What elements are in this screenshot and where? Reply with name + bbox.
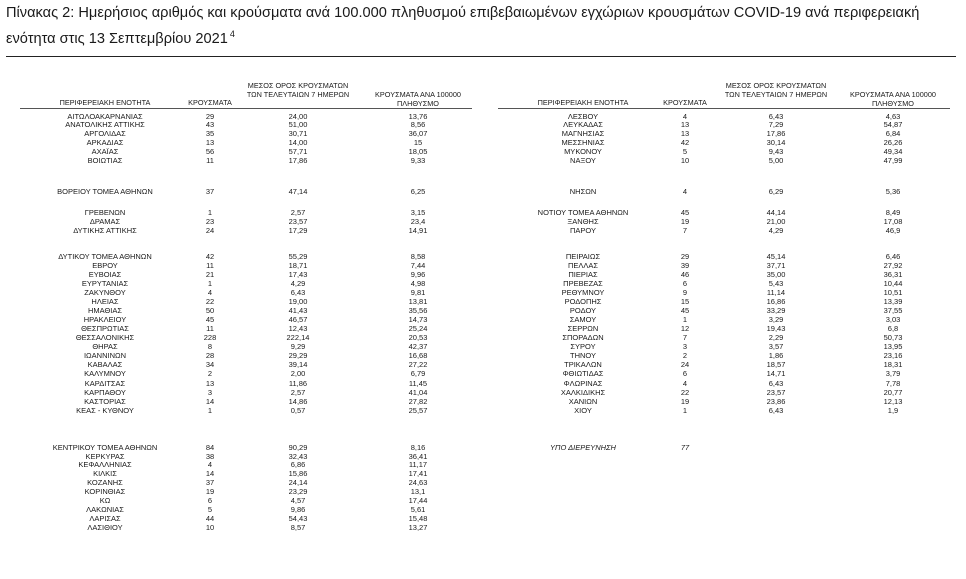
caption-text: Πίνακας 2: Ημερήσιος αριθμός και κρούσματα ανά 100.000 πληθυσμού επιβεβαιωμένων εγχώριων κρουσμάτων COVID-19 ανά περιφερειακή ενότητα στις 13 Σεπτεμβρίου 2021	[6, 5, 920, 47]
cell-per100k: 13,76	[408, 112, 428, 121]
cell-cases: 84	[205, 443, 215, 452]
cell-avg7: 29,29	[288, 351, 308, 360]
cell-per100k: 3,03	[885, 315, 901, 324]
cell-cases: 11	[206, 324, 214, 333]
left-header-avg7: ΜΕΣΟΣ ΟΡΟΣ ΚΡΟΥΣΜΑΤΩΝ ΤΩΝ ΤΕΛΕΥΤΑΙΩΝ 7 ΗΜΕΡΩΝ	[246, 81, 350, 99]
cell-cases: 50	[205, 306, 215, 315]
cell-unit: ΣΕΡΡΩΝ	[567, 324, 599, 333]
cell-per100k: 9,81	[410, 288, 426, 297]
cell-cases: 42	[205, 252, 215, 261]
cell-per100k: 11,45	[408, 379, 428, 388]
cell-per100k: 3,79	[885, 369, 901, 378]
cell-cases: 42	[680, 138, 690, 147]
cell-unit: ΛΑΣΙΘΙΟΥ	[87, 523, 123, 532]
cell-cases: 5	[207, 505, 213, 514]
cell-avg7: 2,57	[290, 388, 306, 397]
cell-per100k: 41,04	[408, 388, 428, 397]
cell-unit: ΛΑΡΙΣΑΣ	[89, 514, 121, 523]
cell-unit: ΔΥΤΙΚΟΥ ΤΟΜΕΑ ΑΘΗΝΩΝ	[58, 252, 152, 261]
left-header-rule	[20, 108, 472, 109]
cell-avg7: 2,57	[290, 208, 306, 217]
left-header-cases: ΚΡΟΥΣΜΑΤΑ	[188, 98, 232, 107]
cell-per100k: 46,9	[885, 226, 901, 235]
cell-per100k: 49,34	[883, 147, 903, 156]
cell-avg7: 9,86	[290, 505, 306, 514]
cell-unit: ΕΥΡΥΤΑΝΙΑΣ	[81, 279, 129, 288]
cell-avg7: 1,86	[768, 351, 784, 360]
cell-unit: ΚΕΡΚΥΡΑΣ	[85, 452, 125, 461]
cell-cases: 35	[205, 129, 215, 138]
cell-avg7: 17,29	[288, 226, 308, 235]
cell-per100k: 5,61	[410, 505, 426, 514]
cell-unit: ΚΕΑΣ - ΚΥΘΝΟΥ	[76, 406, 134, 415]
cell-per100k: 8,56	[410, 120, 426, 129]
cell-avg7: 6,43	[768, 112, 784, 121]
cell-cases: 77	[680, 443, 690, 452]
cell-cases: 56	[205, 147, 215, 156]
cell-cases: 24	[205, 226, 215, 235]
cell-cases: 1	[207, 279, 213, 288]
cell-avg7: 14,71	[766, 369, 786, 378]
cell-cases: 228	[203, 333, 217, 342]
cell-unit: ΕΒΡΟΥ	[92, 261, 118, 270]
right-header-cases: ΚΡΟΥΣΜΑΤΑ	[663, 98, 707, 107]
cell-per100k: 50,73	[883, 333, 903, 342]
cell-per100k: 17,41	[408, 469, 428, 478]
cell-cases: 22	[680, 388, 690, 397]
cell-cases: 28	[205, 351, 215, 360]
left-header-unit: ΠΕΡΙΦΕΡΕΙΑΚΗ ΕΝΟΤΗΤΑ	[59, 98, 151, 107]
cell-cases: 11	[206, 261, 214, 270]
cell-cases: 14	[205, 397, 215, 406]
cell-per100k: 10,51	[883, 288, 903, 297]
cell-unit: ΔΡΑΜΑΣ	[89, 217, 121, 226]
cell-per100k: 17,44	[408, 496, 428, 505]
cell-avg7: 18,57	[766, 360, 786, 369]
cell-unit: ΛΑΚΩΝΙΑΣ	[86, 505, 124, 514]
cell-unit: ΑΝΑΤΟΛΙΚΗΣ ΑΤΤΙΚΗΣ	[65, 120, 145, 129]
cell-unit: ΣΑΜΟΥ	[569, 315, 597, 324]
cell-cases: 37	[205, 478, 215, 487]
cell-unit: ΚΙΛΚΙΣ	[93, 469, 117, 478]
cell-cases: 24	[680, 360, 690, 369]
cell-per100k: 14,91	[408, 226, 428, 235]
cell-per100k: 36,41	[408, 452, 428, 461]
cell-cases: 6	[207, 496, 213, 505]
cell-cases: 44	[205, 514, 215, 523]
cell-unit: ΕΥΒΟΙΑΣ	[88, 270, 122, 279]
cell-avg7: 14,00	[288, 138, 308, 147]
cell-avg7: 24,14	[288, 478, 308, 487]
cell-unit: ΥΠΟ ΔΙΕΡΕΥΝΗΣΗ	[550, 443, 616, 452]
cell-avg7: 17,86	[766, 129, 786, 138]
cell-per100k: 15,48	[408, 514, 428, 523]
cell-avg7: 7,29	[768, 120, 784, 129]
cell-avg7: 30,14	[766, 138, 786, 147]
cell-unit: ΧΑΛΚΙΔΙΚΗΣ	[560, 388, 606, 397]
right-header-avg7: ΜΕΣΟΣ ΟΡΟΣ ΚΡΟΥΣΜΑΤΩΝ ΤΩΝ ΤΕΛΕΥΤΑΙΩΝ 7 ΗΜΕΡΩΝ	[724, 81, 828, 99]
cell-unit: ΣΠΟΡΑΔΩΝ	[562, 333, 604, 342]
cell-avg7: 23,86	[766, 397, 786, 406]
cell-cases: 1	[207, 208, 213, 217]
cell-per100k: 11,17	[408, 460, 428, 469]
cell-cases: 3	[207, 388, 213, 397]
cell-unit: ΚΟΖΑΝΗΣ	[87, 478, 123, 487]
cell-avg7: 23,29	[288, 487, 308, 496]
cell-per100k: 27,92	[883, 261, 903, 270]
cell-cases: 3	[682, 342, 688, 351]
cell-avg7: 24,00	[288, 112, 308, 121]
cell-per100k: 13,39	[883, 297, 903, 306]
cell-avg7: 4,57	[290, 496, 306, 505]
cell-avg7: 18,71	[288, 261, 308, 270]
cell-cases: 12	[680, 324, 690, 333]
cell-unit: ΚΑΣΤΟΡΙΑΣ	[84, 397, 126, 406]
cell-avg7: 35,00	[766, 270, 786, 279]
cell-per100k: 37,55	[883, 306, 903, 315]
cell-unit: ΓΡΕΒΕΝΩΝ	[84, 208, 126, 217]
cell-per100k: 23,16	[883, 351, 903, 360]
cell-avg7: 32,43	[288, 452, 308, 461]
cell-cases: 39	[680, 261, 690, 270]
cell-unit: ΚΑΡΔΙΤΣΑΣ	[84, 379, 126, 388]
cell-unit: ΦΘΙΩΤΙΔΑΣ	[562, 369, 604, 378]
cell-unit: ΒΟΙΩΤΙΑΣ	[87, 156, 123, 165]
cell-cases: 19	[680, 217, 690, 226]
cell-avg7: 8,57	[290, 523, 306, 532]
cell-per100k: 13,81	[408, 297, 428, 306]
cell-cases: 4	[207, 288, 213, 297]
cell-per100k: 27,22	[408, 360, 428, 369]
cell-avg7: 23,57	[288, 217, 308, 226]
cell-cases: 29	[680, 252, 690, 261]
cell-unit: ΘΗΡΑΣ	[92, 342, 118, 351]
cell-cases: 13	[680, 129, 690, 138]
cell-unit: ΠΕΙΡΑΙΩΣ	[565, 252, 601, 261]
cell-unit: ΗΜΑΘΙΑΣ	[87, 306, 123, 315]
cell-unit: ΑΡΓΟΛΙΔΑΣ	[84, 129, 126, 138]
cell-avg7: 12,43	[288, 324, 308, 333]
cell-avg7: 19,43	[766, 324, 786, 333]
cell-per100k: 6,8	[887, 324, 899, 333]
cell-unit: ΑΧΑΪΑΣ	[91, 147, 119, 156]
cell-cases: 6	[682, 279, 688, 288]
cell-unit: ΚΕΦΑΛΛΗΝΙΑΣ	[78, 460, 132, 469]
cell-avg7: 0,57	[290, 406, 306, 415]
cell-avg7: 33,29	[766, 306, 786, 315]
cell-per100k: 13,27	[408, 523, 428, 532]
cell-cases: 19	[680, 397, 690, 406]
cell-avg7: 4,29	[290, 279, 306, 288]
cell-unit: ΡΟΔΟΥ	[569, 306, 597, 315]
cell-avg7: 45,14	[766, 252, 786, 261]
cell-per100k: 26,26	[883, 138, 903, 147]
cell-avg7: 11,86	[288, 379, 308, 388]
cell-avg7: 57,71	[288, 147, 308, 156]
cell-unit: ΜΥΚΟΝΟΥ	[564, 147, 602, 156]
cell-cases: 46	[680, 270, 690, 279]
cell-unit: ΗΛΕΙΑΣ	[91, 297, 119, 306]
caption-footnote-marker: 4	[229, 29, 235, 39]
cell-per100k: 42,37	[408, 342, 428, 351]
cell-avg7: 39,14	[288, 360, 308, 369]
cell-cases: 21	[205, 270, 215, 279]
cell-avg7: 6,43	[768, 379, 784, 388]
cell-unit: ΑΡΚΑΔΙΑΣ	[86, 138, 124, 147]
cell-cases: 11	[206, 156, 214, 165]
cell-avg7: 55,29	[288, 252, 308, 261]
cell-cases: 4	[682, 187, 688, 196]
cell-avg7: 6,43	[768, 406, 784, 415]
cell-unit: ΠΕΛΛΑΣ	[567, 261, 599, 270]
cell-cases: 13	[205, 138, 215, 147]
cell-avg7: 5,00	[768, 156, 784, 165]
cell-cases: 6	[682, 369, 688, 378]
cell-cases: 10	[205, 523, 215, 532]
cell-unit: ΔΥΤΙΚΗΣ ΑΤΤΙΚΗΣ	[73, 226, 137, 235]
cell-unit: ΚΟΡΙΝΘΙΑΣ	[84, 487, 126, 496]
cell-per100k: 27,82	[408, 397, 428, 406]
cell-per100k: 13,95	[883, 342, 903, 351]
cell-avg7: 51,00	[288, 120, 308, 129]
cell-per100k: 1,9	[887, 406, 899, 415]
cell-per100k: 9,33	[410, 156, 426, 165]
cell-per100k: 4,63	[885, 112, 901, 121]
cell-per100k: 8,49	[885, 208, 901, 217]
cell-avg7: 222,14	[286, 333, 310, 342]
cell-per100k: 17,08	[883, 217, 903, 226]
cell-unit: ΠΑΡΟΥ	[569, 226, 596, 235]
cell-per100k: 54,87	[883, 120, 903, 129]
cell-unit: ΠΡΕΒΕΖΑΣ	[563, 279, 603, 288]
cell-per100k: 3,15	[410, 208, 426, 217]
cell-per100k: 13,1	[410, 487, 426, 496]
cell-unit: ΝΗΣΩΝ	[569, 187, 597, 196]
cell-cases: 7	[682, 333, 688, 342]
cell-per100k: 7,78	[885, 379, 901, 388]
cell-cases: 37	[205, 187, 215, 196]
cell-cases: 5	[682, 147, 688, 156]
cell-avg7: 6,86	[290, 460, 306, 469]
cell-cases: 1	[207, 406, 213, 415]
cell-unit: ΛΕΣΒΟΥ	[567, 112, 599, 121]
cell-avg7: 9,43	[768, 147, 784, 156]
cell-avg7: 5,43	[768, 279, 784, 288]
cell-unit: ΧΑΝΙΩΝ	[568, 397, 598, 406]
cell-per100k: 47,99	[883, 156, 903, 165]
cell-per100k: 6,25	[410, 187, 426, 196]
cell-avg7: 46,57	[288, 315, 308, 324]
cell-per100k: 16,68	[408, 351, 428, 360]
cell-unit: ΚΩ	[99, 496, 111, 505]
cell-avg7: 4,29	[768, 226, 784, 235]
cell-cases: 45	[680, 306, 690, 315]
cell-avg7: 11,14	[766, 288, 786, 297]
cell-avg7: 23,57	[766, 388, 786, 397]
cell-cases: 22	[205, 297, 215, 306]
cell-cases: 10	[680, 156, 690, 165]
cell-avg7: 30,71	[288, 129, 308, 138]
cell-per100k: 23,4	[410, 217, 426, 226]
cell-unit: ΖΑΚΥΝΘΟΥ	[84, 288, 126, 297]
cell-avg7: 2,00	[290, 369, 306, 378]
cell-unit: ΣΥΡΟΥ	[570, 342, 596, 351]
cell-per100k: 12,13	[883, 397, 903, 406]
cell-unit: ΚΕΝΤΡΙΚΟΥ ΤΟΜΕΑ ΑΘΗΝΩΝ	[52, 443, 158, 452]
right-header-unit: ΠΕΡΙΦΕΡΕΙΑΚΗ ΕΝΟΤΗΤΑ	[537, 98, 629, 107]
cell-per100k: 9,96	[410, 270, 426, 279]
cell-unit: ΤΡΙΚΑΛΩΝ	[564, 360, 602, 369]
cell-avg7: 6,29	[768, 187, 784, 196]
cell-unit: ΦΛΩΡΙΝΑΣ	[563, 379, 603, 388]
cell-cases: 23	[205, 217, 215, 226]
cell-unit: ΜΕΣΣΗΝΙΑΣ	[561, 138, 605, 147]
cell-avg7: 90,29	[288, 443, 308, 452]
cell-per100k: 20,53	[408, 333, 428, 342]
right-header-rule	[498, 108, 950, 109]
cell-unit: ΤΗΝΟΥ	[569, 351, 596, 360]
cell-cases: 4	[682, 379, 688, 388]
cell-cases: 15	[680, 297, 690, 306]
cell-unit: ΚΑΡΠΑΘΟΥ	[84, 388, 126, 397]
cell-unit: ΚΑΛΥΜΝΟΥ	[84, 369, 126, 378]
cell-cases: 9	[682, 288, 688, 297]
cell-avg7: 21,00	[766, 217, 786, 226]
cell-per100k: 18,31	[883, 360, 903, 369]
cell-unit: ΡΟΔΟΠΗΣ	[564, 297, 602, 306]
cell-cases: 1	[682, 406, 688, 415]
cell-avg7: 44,14	[766, 208, 786, 217]
cell-cases: 45	[680, 208, 690, 217]
cell-cases: 2	[682, 351, 688, 360]
cell-unit: ΞΑΝΘΗΣ	[567, 217, 599, 226]
cell-cases: 4	[682, 112, 688, 121]
cell-per100k: 6,84	[885, 129, 901, 138]
cell-unit: ΝΑΞΟΥ	[570, 156, 596, 165]
cell-cases: 38	[205, 452, 215, 461]
cell-per100k: 25,24	[408, 324, 428, 333]
cell-per100k: 25,57	[408, 406, 428, 415]
caption-rule	[6, 56, 956, 57]
cell-cases: 14	[205, 469, 215, 478]
cell-per100k: 24,63	[408, 478, 428, 487]
cell-per100k: 35,56	[408, 306, 428, 315]
cell-cases: 4	[207, 460, 213, 469]
cell-avg7: 9,29	[290, 342, 306, 351]
cell-avg7: 3,29	[768, 315, 784, 324]
cell-per100k: 10,44	[883, 279, 903, 288]
cell-avg7: 14,86	[288, 397, 308, 406]
cell-unit: ΑΙΤΩΛΟΑΚΑΡΝΑΝΙΑΣ	[67, 112, 143, 121]
cell-cases: 34	[205, 360, 215, 369]
cell-per100k: 6,79	[410, 369, 426, 378]
cell-per100k: 4,98	[410, 279, 426, 288]
cell-per100k: 7,44	[410, 261, 426, 270]
cell-per100k: 36,31	[883, 270, 903, 279]
cell-avg7: 47,14	[288, 187, 308, 196]
cell-avg7: 6,43	[290, 288, 306, 297]
cell-avg7: 3,57	[768, 342, 784, 351]
left-header-per100k: ΚΡΟΥΣΜΑΤΑ ΑΝΑ 100000 ΠΛΗΘΥΣΜΟ	[375, 90, 461, 108]
cell-per100k: 8,16	[410, 443, 426, 452]
cell-avg7: 37,71	[766, 261, 786, 270]
cell-avg7: 2,29	[768, 333, 784, 342]
cell-cases: 2	[207, 369, 213, 378]
cell-cases: 13	[680, 120, 690, 129]
cell-cases: 13	[205, 379, 215, 388]
cell-cases: 19	[205, 487, 215, 496]
cell-unit: ΒΟΡΕΙΟΥ ΤΟΜΕΑ ΑΘΗΝΩΝ	[57, 187, 153, 196]
cell-cases: 43	[205, 120, 215, 129]
cell-per100k: 36,07	[408, 129, 428, 138]
cell-cases: 8	[207, 342, 213, 351]
cell-unit: ΘΕΣΣΑΛΟΝΙΚΗΣ	[75, 333, 135, 342]
cell-per100k: 14,73	[408, 315, 428, 324]
cell-per100k: 20,77	[883, 388, 903, 397]
cell-unit: ΚΑΒΑΛΑΣ	[87, 360, 123, 369]
cell-unit: ΝΟΤΙΟΥ ΤΟΜΕΑ ΑΘΗΝΩΝ	[537, 208, 629, 217]
cell-unit: ΗΡΑΚΛΕΙΟΥ	[83, 315, 127, 324]
cell-unit: ΧΙΟΥ	[574, 406, 592, 415]
cell-avg7: 15,86	[288, 469, 308, 478]
cell-per100k: 5,36	[885, 187, 901, 196]
cell-unit: ΛΕΥΚΑΔΑΣ	[563, 120, 603, 129]
cell-cases: 7	[682, 226, 688, 235]
cell-avg7: 19,00	[288, 297, 308, 306]
cell-unit: ΘΕΣΠΡΩΤΙΑΣ	[81, 324, 129, 333]
cell-unit: ΡΕΘΥΜΝΟΥ	[561, 288, 605, 297]
cell-unit: ΠΙΕΡΙΑΣ	[568, 270, 598, 279]
cell-avg7: 54,43	[288, 514, 308, 523]
cell-unit: ΙΩΑΝΝΙΝΩΝ	[83, 351, 127, 360]
cell-unit: ΜΑΓΝΗΣΙΑΣ	[561, 129, 605, 138]
cell-per100k: 6,46	[885, 252, 901, 261]
cell-cases: 29	[205, 112, 215, 121]
cell-avg7: 41,43	[288, 306, 308, 315]
cell-cases: 1	[682, 315, 688, 324]
cell-per100k: 8,58	[410, 252, 426, 261]
cell-avg7: 16,86	[766, 297, 786, 306]
cell-cases: 45	[205, 315, 215, 324]
cell-per100k: 15	[413, 138, 423, 147]
cell-per100k: 18,05	[408, 147, 428, 156]
cell-avg7: 17,86	[288, 156, 308, 165]
cell-avg7: 17,43	[288, 270, 308, 279]
right-header-per100k: ΚΡΟΥΣΜΑΤΑ ΑΝΑ 100000 ΠΛΗΘΥΣΜΟ	[850, 90, 936, 108]
table-caption	[6, 3, 961, 50]
